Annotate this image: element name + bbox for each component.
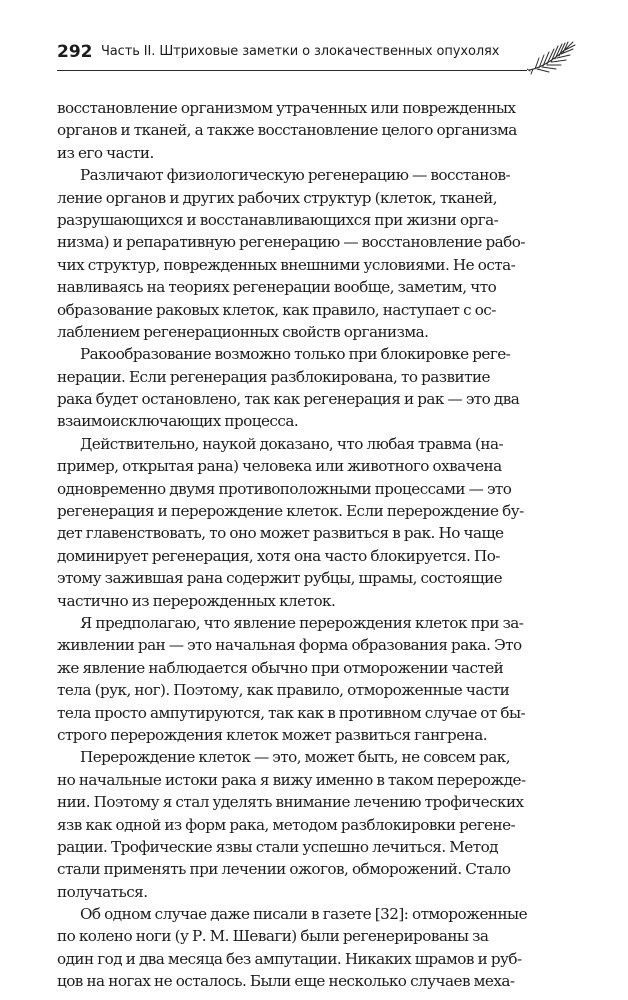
text-line: живлении ран — это начальная форма образования рака. Это (57, 636, 522, 655)
page-number: 292 (57, 42, 93, 62)
text-line: по колено ноги (у Р. М. Шеваги) были регенерированы за (57, 927, 489, 946)
text-line: органов и тканей, а также восстановление целого организма (57, 121, 517, 140)
text-line: пример, открытая рана) человека или животного охвачена (57, 457, 502, 476)
text-line: рации. Трофические язвы стали успешно лечиться. Метод (57, 837, 498, 856)
text-line: навливаясь на теориях регенерации вообще, заметим, что (57, 278, 497, 297)
text-line: частично из перерожденных клеток. (57, 591, 336, 610)
running-title: Часть II. Штриховые заметки о злокачественных опухолях (101, 44, 500, 59)
text-line: стали применять при лечении ожогов, обморожений. Стало (57, 860, 511, 879)
paragraph-first-line: Перерождение клеток — это, может быть, не совсем рак, (80, 748, 511, 767)
text-line: доминирует регенерация, хотя она часто блокируется. По- (57, 546, 500, 565)
text-line: разрушающихся и восстанавливающихся при жизни орга- (57, 210, 499, 229)
text-line: но начальные истоки рака я вижу именно в таком перерожде- (57, 770, 526, 789)
text-line: тела просто ампутируются, так как в противном случае от бы- (57, 703, 526, 722)
paragraph-first-line: Я предполагаю, что явление перерождения клеток при за- (80, 613, 524, 632)
text-line: чих структур, поврежденных внешними условиями. Не оста- (57, 255, 516, 274)
paragraph-first-line: Об одном случае даже писали в газете [32]: отмороженные (80, 905, 528, 924)
text-line: строго перерождения клеток может развиться гангрена. (57, 725, 488, 744)
text-line: из его части. (57, 143, 154, 162)
text-line: этому зажившая рана содержит рубцы, шрамы, состоящие (57, 569, 503, 588)
text-line: язв как одной из форм рака, методом разблокировки регене- (57, 815, 516, 834)
text-line: получаться. (57, 882, 148, 901)
text-line: взаимоисключающих процесса. (57, 412, 299, 431)
text-line: образование раковых клеток, как правило, наступает с ос- (57, 300, 496, 319)
text-line: же явление наблюдается обычно при отморожении частей (57, 658, 504, 677)
paragraph-first-line: Ракообразование возможно только при блокировке реге- (80, 345, 511, 364)
paragraph-first-line: Различают физиологическую регенерацию — восстанов- (80, 166, 511, 185)
paragraph-first-line: Действительно, наукой доказано, что любая травма (на- (80, 434, 504, 453)
text-line: нерации. Если регенерация разблокирована, то развитие (57, 367, 490, 386)
header-rule (57, 70, 527, 71)
text-line: одновременно двумя противоположными процессами — это (57, 479, 512, 498)
page-header (57, 38, 573, 78)
text-line: ление органов и других рабочих структур (клеток, тканей, (57, 188, 497, 207)
text-line: восстановление организмом утраченных или поврежденных (57, 99, 516, 117)
text-line: низма) и репаративную регенерацию — восстановление рабо- (57, 233, 525, 252)
text-line: один год и два месяца без ампутации. Никаких шрамов и руб- (57, 949, 522, 968)
text-line: лаблением регенерационных свойств организма. (57, 322, 429, 341)
feather-ornament-icon (527, 38, 577, 76)
text-line: тела (рук, ног). Поэтому, как правило, отмороженные части (57, 681, 510, 700)
body-text (57, 97, 577, 993)
text-line: нии. Поэтому я стал уделять внимание лечению трофических (57, 793, 524, 812)
text-line: регенерация и перерождение клеток. Если перерождение бу- (57, 502, 524, 521)
text-line: дет главенствовать, то оно может развиться в рак. Но чаще (57, 524, 504, 543)
text-line: цов на ногах не осталось. Были еще несколько случаев меха- (57, 972, 515, 991)
text-line: рака будет остановлено, так как регенерация и рак — это два (57, 390, 520, 409)
